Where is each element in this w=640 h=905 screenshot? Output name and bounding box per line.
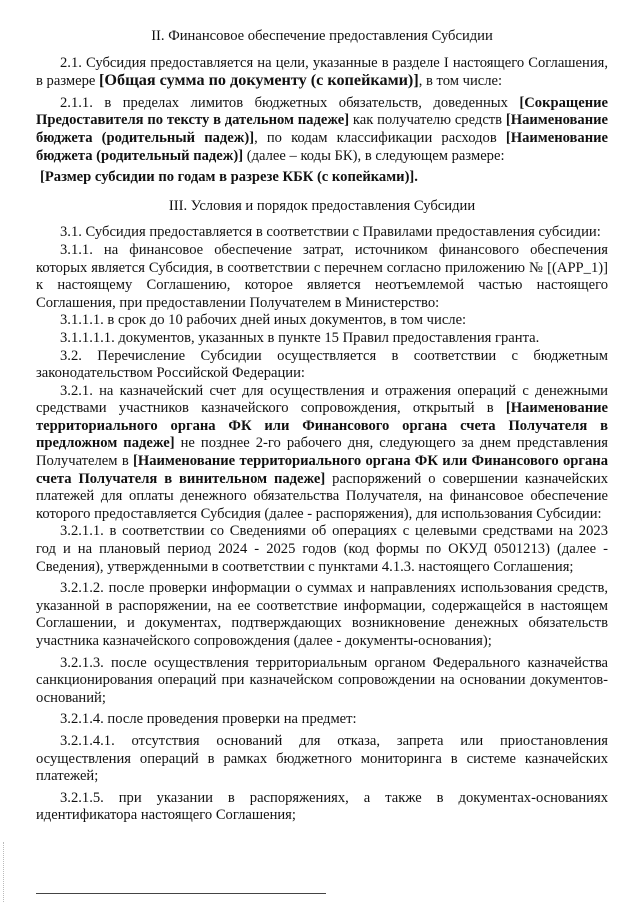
paragraph-2-1-1-text-c: , по кодам классификации расходов xyxy=(254,129,506,146)
footnote-separator xyxy=(36,893,326,894)
total-amount-placeholder: [Общая сумма по документу (с копейками)] xyxy=(99,71,419,90)
scan-margin-mark xyxy=(3,842,6,902)
paragraph-3-1-1-1: 3.1.1.1. в срок до 10 рабочих дней иных документов, в том числе: xyxy=(60,312,467,329)
paragraph-2-1-text-a: 2.1. Субсидия предоставляется на цели, указанные в разделе I настоящего Соглашения, в размере xyxy=(36,54,608,90)
paragraph-3-2-1-text-c: распоряжений о совершении казначейских платежей для оплаты денежного обязательства Получателя, на финансовое обеспечение которого предоставляется Субсидия (далее - распоряжения), для использования Субсидии: xyxy=(36,470,608,522)
paragraph-3-2-1-2: 3.2.1.2. после проверки информации о суммах и направлениях использования средств, указанной в распоряжении, на ее соответствие информации, содержащейся в настоящем Соглашении, и документах, подтверждающих возникновение денежных обязательств участника казначейского сопровождения (далее - документы-основания); xyxy=(36,580,608,649)
paragraph-3-1: 3.1. Субсидия предоставляется в соответствии с Правилами предоставления субсидии: xyxy=(60,224,601,241)
treasury-body-accusative-placeholder: [Наименование территориального органа ФК или Финансового органа счета Получателя в винительном падеже] xyxy=(36,453,608,487)
paragraph-3-2-1 xyxy=(36,383,608,524)
paragraph-3-2-1-4-1: 3.2.1.4.1. отсутствия оснований для отказа, запрета или приостановления осуществления операций в рамках бюджетного мониторинга в системе казначейских платежей; xyxy=(36,732,608,785)
paragraph-2-1-1-text-b: как получателю средств xyxy=(349,112,506,129)
paragraph-3-2-1-text-b: не позднее 2-го рабочего дня, следующего за днем представления Получателем в xyxy=(36,435,608,470)
paragraph-3-2-1-text-a: 3.2.1. на казначейский счет для осуществления и отражения операций с денежными средствами участников казначейского сопровождения, открытый в xyxy=(36,382,608,417)
paragraph-2-1-1-text-d: (далее – коды БК), в следующем размере: xyxy=(243,147,505,164)
treasury-body-prepositional-placeholder: [Наименование территориального органа ФК или Финансового органа счета Получателя в предложном падеже] xyxy=(36,400,608,452)
document-page xyxy=(36,28,608,825)
paragraph-3-2-1-4: 3.2.1.4. после проведения проверки на предмет: xyxy=(60,711,357,728)
paragraph-2-1-1 xyxy=(36,95,608,165)
budget-name-placeholder-2: [Наименование бюджета (родительный падеж)] xyxy=(36,129,609,164)
section-2-title: II. Финансовое обеспечение предоставления Субсидии xyxy=(151,28,493,44)
budget-name-placeholder-1: [Наименование бюджета (родительный падеж)] xyxy=(36,112,609,146)
paragraph-3-2: 3.2. Перечисление Субсидии осуществляется в соответствии с бюджетным законодательством Российской Федерации: xyxy=(36,347,608,382)
kbk-amount-placeholder: [Размер субсидии по годам в разрезе КБК (с копейками)]. xyxy=(40,169,418,186)
section-3-title: III. Условия и порядок предоставления Субсидии xyxy=(168,197,476,214)
paragraph-3-1-1: 3.1.1. на финансовое обеспечение затрат, источником финансового обеспечения которых является Субсидия, в соответствии с перечнем согласно приложению № [(APP_1)] к настоящему Соглашению, которое является неотъемлемой частью настоящего Соглашения, при предоставлении Получателем в Министерство: xyxy=(36,241,608,311)
provider-placeholder: [Сокращение Предоставителя по тексту в дательном падеже] xyxy=(36,94,608,129)
paragraph-2-1-1-text-a: 2.1.1. в пределах лимитов бюджетных обязательств, доведенных xyxy=(60,94,520,111)
paragraph-3-1-1-1-1: 3.1.1.1.1. документов, указанных в пункте 15 Правил предоставления гранта. xyxy=(60,329,540,346)
paragraph-2-1 xyxy=(36,55,608,91)
paragraph-3-2-1-3: 3.2.1.3. после осуществления территориальным органом Федерального казначейства санкционирования операций при казначейском сопровождении на основании документов-оснований; xyxy=(36,654,608,706)
paragraph-2-1-text-b: , в том числе: xyxy=(418,73,503,90)
paragraph-3-2-1-1: 3.2.1.1. в соответствии со Сведениями об операциях с целевыми средствами на 2023 год и на плановый период 2024 - 2025 годов (код формы по ОКУД 0501213) (далее - Сведения), утвержденными в соответствии с пунктами 4.1.3. настоящего Соглашения; xyxy=(36,523,608,575)
paragraph-3-2-1-5: 3.2.1.5. при указании в распоряжениях, а также в документах-основаниях идентификатора настоящего Соглашения; xyxy=(36,789,608,824)
